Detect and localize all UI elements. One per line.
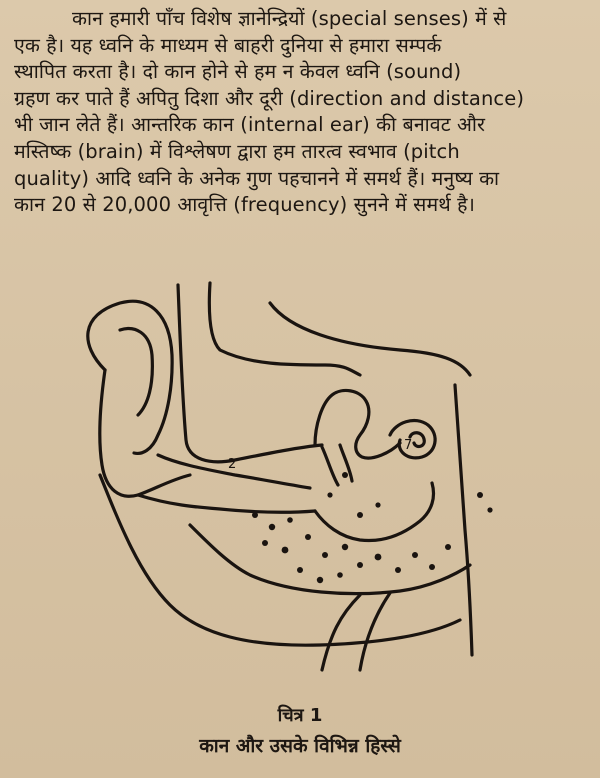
- paragraph-line: कान 20 से 20,000 आवृत्ति (frequency) सुनने में समर्थ है।: [14, 193, 476, 217]
- middle-ear-lower: [315, 483, 434, 541]
- ossicle-chain: [322, 445, 352, 485]
- pinna-inner: [120, 329, 152, 415]
- figure-number: चित्र 1: [277, 705, 323, 726]
- paragraph-line: मस्तिष्क (brain) में विश्लेषण द्वारा हम तारत्व स्वभाव (pitch: [14, 139, 460, 163]
- ear-illustration: [60, 275, 520, 675]
- paragraph-line: एक है। यह ध्वनि के माध्यम से बाहरी दुनिया से हमारा सम्पर्क: [14, 33, 442, 57]
- diagram-label-a: 2: [228, 457, 237, 472]
- ear-diagram: [60, 275, 520, 675]
- paragraph-line: स्थापित करता है। दो कान होने से हम न केवल ध्वनि (sound): [14, 60, 462, 84]
- middle-ear-chamber: [315, 390, 400, 458]
- tube-line-2: [360, 593, 390, 670]
- right-edge-line: [455, 385, 472, 655]
- lower-channel: [190, 525, 470, 594]
- tube-line: [322, 595, 360, 670]
- skull-curve-top: [178, 285, 322, 462]
- paragraph-line: ग्रहण कर पाते हैं अपितु दिशा और दूरी (direction and distance): [14, 86, 525, 110]
- body-paragraph: [14, 6, 590, 219]
- figure-caption: कान और उसके विभिन्न हिस्से: [199, 735, 401, 757]
- cochlea-outer: [390, 420, 435, 457]
- paragraph-line: कान हमारी पाँच विशेष ज्ञानेन्द्रियों (special senses) में से: [72, 7, 507, 30]
- lobe-outline: [100, 370, 190, 496]
- ear-canal-lower: [138, 495, 315, 512]
- skull-curve-outer: [209, 283, 360, 375]
- diagram-label-b: 7: [404, 438, 413, 453]
- paragraph-line: भी जान लेते हैं। आन्तरिक कान (internal ear) की बनावट और: [14, 113, 486, 137]
- paragraph-line: quality) आदि ध्वनि के अनेक गुण पहचानने में समर्थ हैं। मनुष्य का: [14, 166, 500, 190]
- bone-speckles: [252, 472, 493, 583]
